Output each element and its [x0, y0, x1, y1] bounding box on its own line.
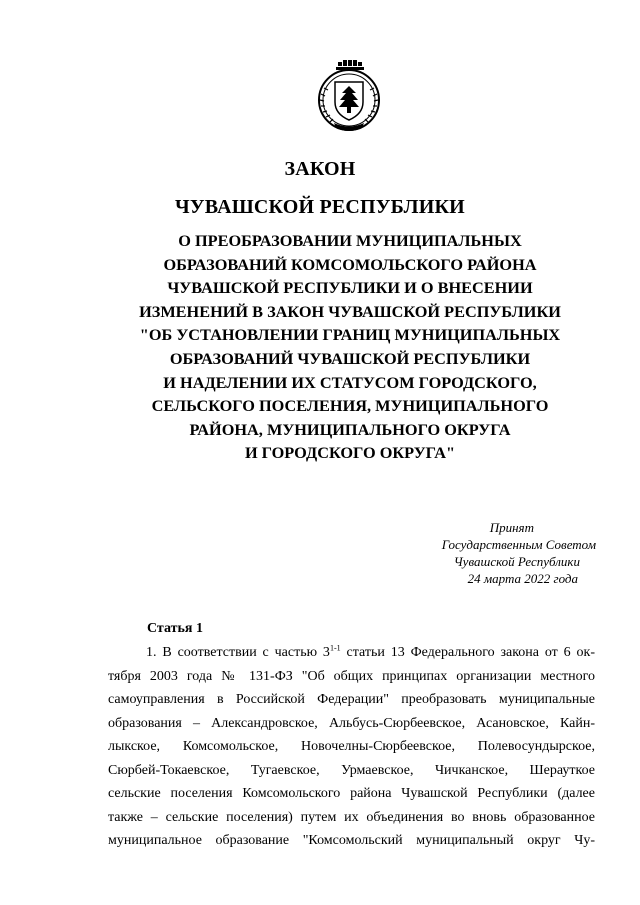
title-republic: ЧУВАШСКОЙ РЕСПУБЛИКИ — [175, 196, 465, 218]
document-title — [0, 150, 640, 226]
document-subtitle — [60, 229, 640, 465]
subtitle-line: "ОБ УСТАНОВЛЕНИИ ГРАНИЦ МУНИЦИПАЛЬНЫХ — [139, 325, 561, 345]
article-superscript: 1-1 — [329, 643, 341, 653]
subtitle-line: И ГОРОДСКОГО ОКРУГА" — [244, 443, 456, 463]
subtitle-line: ОБРАЗОВАНИЙ КОМСОМОЛЬСКОГО РАЙОНА — [163, 254, 537, 274]
subtitle-line: О ПРЕОБРАЗОВАНИИ МУНИЦИПАЛЬНЫХ — [178, 231, 522, 250]
title-law: ЗАКОН — [284, 158, 356, 180]
adoption-date: 24 марта 2022 года — [467, 571, 578, 586]
coat-of-arms-emblem — [312, 60, 386, 134]
article-paragraph-line: тября 2003 года № 131-ФЗ "Об общих принципах организации местного — [108, 668, 595, 684]
subtitle-line: СЕЛЬСКОГО ПОСЕЛЕНИЯ, МУНИЦИПАЛЬНОГО — [151, 396, 549, 416]
article-text: 1. В соответствии с частью 3 — [146, 645, 330, 660]
article-paragraph-line: Сюрбей-Токаевское, Тугаевское, Урмаевское, Чичканское, Шерауткое — [108, 762, 595, 778]
adoption-republic: Чувашской Республики — [453, 554, 580, 569]
subtitle-line: ОБРАЗОВАНИЙ ЧУВАШСКОЙ РЕСПУБЛИКИ — [169, 348, 531, 368]
article-paragraph-line: сельские поселения Комсомольского района Чувашской Республики (далее — [108, 786, 595, 801]
adoption-label: Принят — [489, 520, 534, 535]
adoption-note — [356, 519, 596, 587]
article-paragraph-line: муниципальное образование "Комсомольский муниципальный округ Чу- — [108, 833, 595, 848]
article-paragraph-line — [108, 641, 595, 665]
coat-of-arms-icon — [312, 60, 386, 134]
article-paragraph-line: образования – Александровское, Альбусь-Сюрбеевское, Асановское, Кайн- — [108, 715, 595, 731]
subtitle-line: ИЗМЕНЕНИЙ В ЗАКОН ЧУВАШСКОЙ РЕСПУБЛИКИ — [139, 301, 561, 321]
article-paragraph-line: также – сельские поселения) путем их объединения во вновь образованное — [108, 809, 595, 825]
subtitle-line: РАЙОНА, МУНИЦИПАЛЬНОГО ОКРУГА — [189, 419, 511, 439]
article-paragraph-line: самоуправления в Российской Федерации" преобразовать муниципальные — [108, 692, 595, 707]
subtitle-line: И НАДЕЛЕНИИ ИХ СТАТУСОМ ГОРОДСКОГО, — [163, 372, 537, 392]
adoption-body: Государственным Советом — [441, 537, 596, 552]
article-paragraph-line: лыкское, Комсомольское, Новочелны-Сюрбеевское, Полевосундырское, — [108, 739, 595, 754]
article-body — [108, 641, 595, 853]
article-heading: Статья 1 — [147, 621, 203, 636]
subtitle-line: ЧУВАШСКОЙ РЕСПУБЛИКИ И О ВНЕСЕНИИ — [167, 278, 533, 298]
article-text: статьи 13 Федерального закона от 6 ок- — [340, 645, 595, 660]
